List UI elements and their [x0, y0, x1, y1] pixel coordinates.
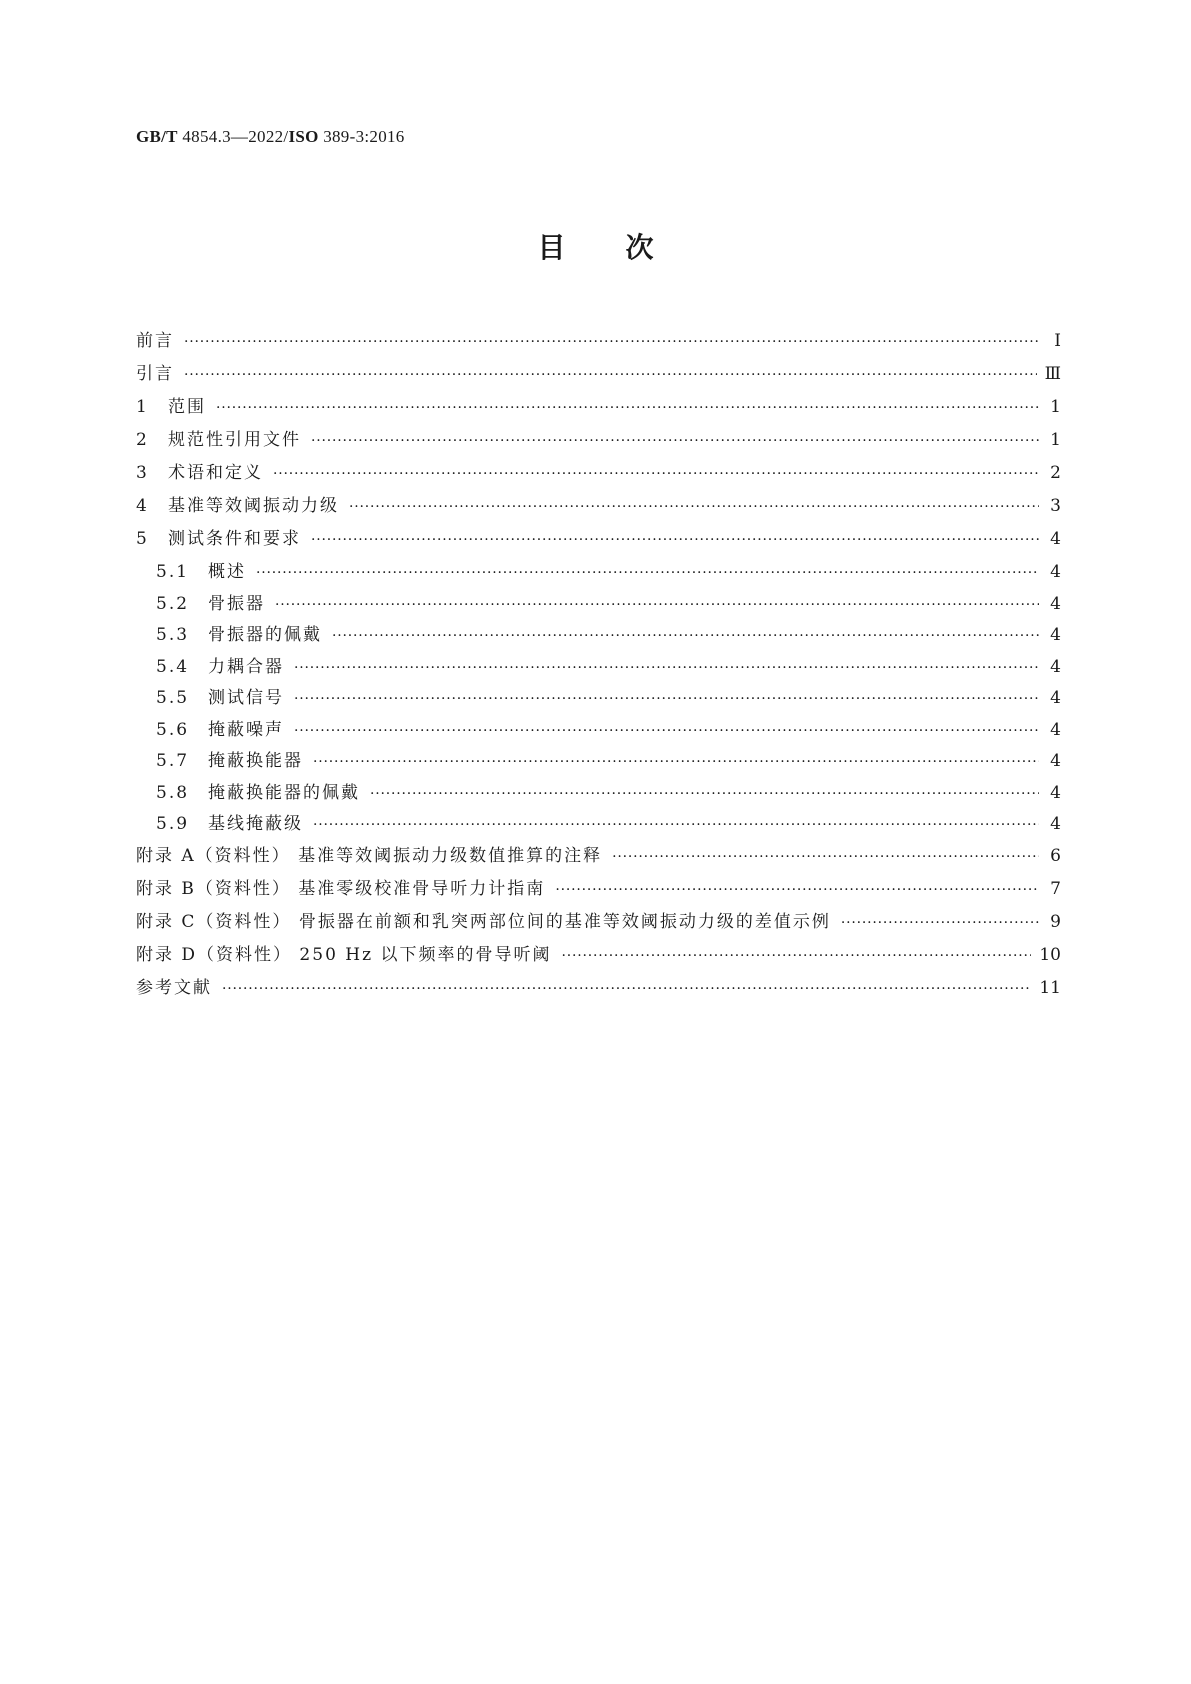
toc-entry-title: 附录 B（资料性） 基准零级校准骨导听力计指南	[136, 878, 546, 899]
toc-entry-number: 4	[136, 496, 149, 516]
toc-leader-dots	[313, 817, 1039, 833]
toc-leader-dots	[349, 499, 1039, 515]
toc-leader-dots	[294, 660, 1039, 676]
toc-entry-page: 7	[1050, 878, 1061, 899]
toc-leader-dots	[216, 400, 1039, 416]
toc-entry-number: 5.3	[156, 625, 190, 645]
toc-entry-title: 附录 D（资料性） 250 Hz 以下频率的骨导听阈	[136, 944, 552, 965]
toc-leader-dots	[275, 597, 1039, 613]
toc-entry-title: 基准等效阈振动力级	[168, 496, 339, 516]
document-code	[136, 127, 405, 147]
toc-entry-page: 4	[1050, 751, 1061, 771]
toc-entry-page: 2	[1050, 463, 1061, 483]
toc-entry-title: 测试条件和要求	[168, 529, 301, 549]
toc-entry-number: 5.5	[156, 688, 190, 708]
toc-entry-page: 4	[1050, 625, 1061, 645]
toc-entry-number: 5.6	[156, 719, 190, 740]
toc-entry[interactable]	[136, 940, 1061, 973]
toc-entry[interactable]	[136, 778, 1061, 810]
toc-entry-page: 4	[1050, 656, 1061, 677]
toc-entry-page: 1	[1050, 430, 1061, 450]
toc-entry-page: 11	[1039, 977, 1061, 998]
toc-entry-title: 基线掩蔽级	[208, 814, 303, 834]
toc-entry-title: 掩蔽换能器的佩戴	[208, 782, 360, 803]
toc-entry-title: 参考文献	[136, 977, 212, 998]
toc-entry-page: 4	[1050, 593, 1061, 614]
toc-entry-page: 10	[1039, 944, 1061, 965]
toc-leader-dots	[311, 433, 1039, 449]
toc-entry-number: 5	[136, 529, 149, 549]
toc-entry-title: 骨振器	[208, 593, 265, 614]
toc-entry-page: Ⅰ	[1054, 331, 1061, 351]
toc-entry-number: 5.7	[156, 751, 190, 771]
toc-entry-page: 6	[1050, 845, 1061, 866]
document-code-iso-number: 389-3:2016	[318, 127, 405, 146]
toc-entry-number: 3	[136, 463, 149, 483]
toc-entry-page: 3	[1050, 496, 1061, 516]
toc-entry-number: 5.2	[156, 593, 190, 614]
document-code-iso: ISO	[288, 127, 319, 146]
toc-leader-dots	[555, 882, 1039, 898]
toc-entry-title: 力耦合器	[208, 656, 284, 677]
toc-leader-dots	[311, 532, 1039, 548]
toc-entry-number: 5.8	[156, 782, 190, 803]
toc-entry-page: 4	[1050, 782, 1061, 803]
toc-entry-title: 掩蔽噪声	[208, 719, 284, 740]
toc-entry-page: 4	[1050, 529, 1061, 549]
toc-leader-dots	[222, 981, 1031, 997]
toc-entry-number: 5.9	[156, 814, 190, 834]
toc-entry[interactable]	[136, 874, 1061, 907]
toc-leader-dots	[184, 367, 1037, 383]
toc-entry-title: 附录 C（资料性） 骨振器在前额和乳突两部位间的基准等效阈振动力级的差值示例	[136, 911, 831, 932]
toc-entry[interactable]	[136, 841, 1061, 874]
toc-entry[interactable]	[136, 524, 1061, 557]
toc-leader-dots	[561, 948, 1031, 964]
toc-leader-dots	[841, 915, 1039, 931]
toc-entry[interactable]	[136, 392, 1061, 425]
toc-entry-title: 测试信号	[208, 688, 284, 708]
toc-entry[interactable]	[136, 589, 1061, 621]
toc-leader-dots	[273, 466, 1039, 482]
toc-entry-title: 概述	[208, 562, 246, 582]
toc-entry-page: 4	[1050, 562, 1061, 582]
toc-entry[interactable]	[136, 620, 1061, 652]
toc-leader-dots	[184, 334, 1039, 350]
toc-entry-title: 附录 A（资料性） 基准等效阈振动力级数值推算的注释	[136, 845, 603, 866]
toc-leader-dots	[294, 691, 1039, 707]
toc-entry-title: 引言	[136, 364, 174, 384]
toc-leader-dots	[332, 628, 1039, 644]
toc-entry-title: 术语和定义	[168, 463, 263, 483]
toc-entry-title: 前言	[136, 331, 174, 351]
toc-entry[interactable]	[136, 557, 1061, 589]
toc-entry-number: 5.1	[156, 562, 190, 582]
toc-entry-number: 2	[136, 430, 149, 450]
toc-entry-page: 1	[1050, 397, 1061, 417]
toc-entry-page: 9	[1050, 911, 1061, 932]
toc-entry[interactable]	[136, 326, 1061, 359]
toc-leader-dots	[294, 723, 1039, 739]
toc-entry[interactable]	[136, 809, 1061, 841]
toc-leader-dots	[612, 849, 1039, 865]
toc-entry-page: Ⅲ	[1044, 364, 1061, 384]
toc-entry-title: 规范性引用文件	[168, 430, 301, 450]
toc-entry-page: 4	[1050, 688, 1061, 708]
toc-entry-number: 1	[136, 397, 149, 417]
toc-entry[interactable]	[136, 652, 1061, 684]
toc-entry[interactable]	[136, 425, 1061, 458]
toc-entry[interactable]	[136, 746, 1061, 778]
document-code-standard: GB/T	[136, 127, 178, 146]
toc-entry[interactable]	[136, 907, 1061, 940]
toc-entry-number: 5.4	[156, 656, 190, 677]
toc-entry-title: 范围	[168, 397, 206, 417]
toc-entry-title: 骨振器的佩戴	[208, 625, 322, 645]
toc-leader-dots	[256, 565, 1039, 581]
toc-entry[interactable]	[136, 491, 1061, 524]
document-code-number: 4854.3—2022/	[177, 127, 289, 146]
toc-entry-page: 4	[1050, 814, 1061, 834]
toc-entry[interactable]	[136, 973, 1061, 1006]
table-of-contents	[136, 326, 1061, 1006]
toc-entry[interactable]	[136, 715, 1061, 747]
toc-entry-page: 4	[1050, 719, 1061, 740]
toc-entry[interactable]	[136, 683, 1061, 715]
toc-leader-dots	[313, 754, 1039, 770]
toc-entry[interactable]	[136, 359, 1061, 392]
toc-entry[interactable]	[136, 458, 1061, 491]
toc-entry-title: 掩蔽换能器	[208, 751, 303, 771]
page-title: 目次	[537, 231, 714, 264]
toc-leader-dots	[370, 786, 1039, 802]
